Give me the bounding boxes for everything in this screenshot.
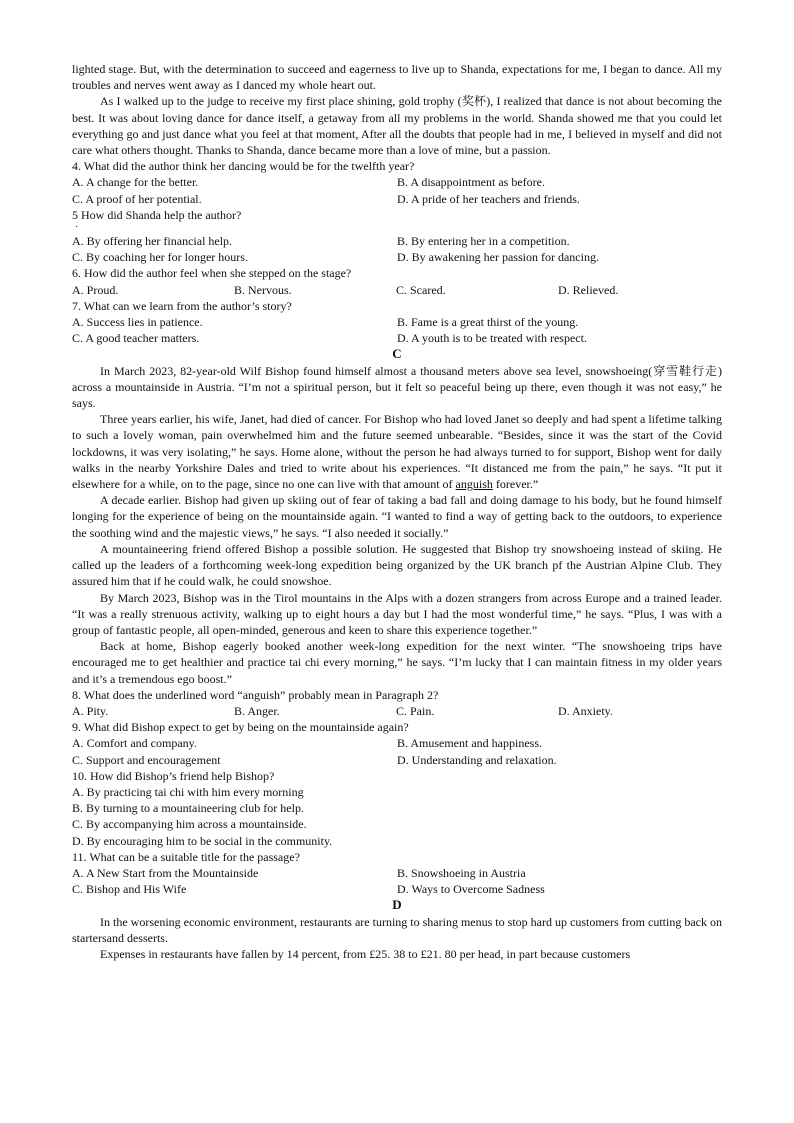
passage-d-paragraph: In the worsening economic environment, restaurants are turning to sharing menus to stop hard up customers from cutting back on startersand desserts.: [72, 914, 722, 945]
option: A. Pity.: [72, 703, 109, 718]
passage-b-paragraph: As I walked up to the judge to receive my first place shining, gold trophy (奖杯), I realized that dance is not about becoming the best. It was about loving dance for dance itself, a getaway from all my problems in the world. Shanda showed me that you could let everything go and just dance what you feel at that moment, After all the doubts that people had in me, I believed in myself and did not care what others thought. Thanks to Shanda, dance became more than a love of mine, but a passion.: [72, 94, 722, 158]
passage-c-paragraph: In March 2023, 82-year-old Wilf Bishop found himself almost a thousand meters above sea level, snowshoeing(穿雪鞋行走) across a mountainside in Austria. “I’m not a spiritual person, but it felt so peaceful being up there, even though it was not easy,” he says.: [72, 363, 722, 411]
passage-c-paragraph: A decade earlier. Bishop had given up skiing out of fear of taking a bad fall and doing damage to his body, but he found himself longing for the experience of being on the mountainside again. “I wanted to find a way of getting back to the outdoors, to experience the soothing wind and the majestic views,” he says. “I also needed it socially.”: [72, 493, 722, 540]
passage-d-paragraph: Expenses in restaurants have fallen by 14 percent, from £25. 38 to £21. 80 per head, in part because customers: [100, 946, 631, 961]
option-row: [72, 752, 722, 768]
option: A. Proud.: [72, 282, 119, 297]
option-row: [72, 865, 722, 881]
section-heading-c: C: [392, 346, 402, 362]
option: B. Nervous.: [234, 282, 292, 297]
option: C. Bishop and His Wife: [72, 882, 187, 897]
option: B. By entering her in a competition.: [397, 234, 570, 249]
option-row: [72, 703, 722, 719]
question-9: 9. What did Bishop expect to get by being on the mountainside again?: [72, 720, 409, 735]
option: B. Amusement and happiness.: [397, 736, 542, 751]
option: B. By turning to a mountaineering club for help.: [72, 801, 304, 816]
option-row: [72, 174, 722, 190]
question-5: 5 How did Shanda help the author?: [72, 207, 242, 222]
document-page: [72, 61, 722, 962]
option-row: [72, 735, 722, 751]
underlined-word: anguish: [455, 477, 493, 492]
question-8: 8. What does the underlined word “anguish” probably mean in Paragraph 2?: [72, 687, 439, 702]
option-row: [72, 191, 722, 207]
option: C. By coaching her for longer hours.: [72, 250, 248, 265]
option: B. Snowshoeing in Austria: [397, 865, 526, 880]
option-row: [72, 881, 722, 897]
text-run: forever.”: [492, 477, 539, 492]
passage-c-paragraph: [72, 411, 722, 492]
option: A. A change for the better.: [72, 175, 199, 190]
option: B. Anger.: [234, 703, 280, 718]
option: B. Fame is a great thirst of the young.: [397, 315, 579, 330]
option-row: [72, 314, 722, 330]
passage-c-paragraph: By March 2023, Bishop was in the Tirol mountains in the Alps with a dozen strangers from across Europe and a trained leader. “It was a really strenuous activity, walking up to eight hours a day but I had the most wonderful time,” he says. “Plus, I was with a group of fantastic people, all open-minded, generous and keen to share this experience together.”: [72, 590, 722, 637]
question-11: 11. What can be a suitable title for the passage?: [72, 849, 300, 864]
stray-dot: ·: [75, 222, 79, 234]
passage-c-paragraph: Back at home, Bishop eagerly booked another week-long expedition for the next winter. “The snowshoeing trips have encouraged me to get healthier and practice tai chi every morning,” he says. “I’m lucky that I can maintain fitness in my older years and it’s a tremendous ego boost.”: [72, 639, 722, 686]
question-4: 4. What did the author think her dancing would be for the twelfth year?: [72, 159, 415, 174]
option: D. Ways to Overcome Sadness: [397, 882, 545, 897]
option: A. By practicing tai chi with him every morning: [72, 784, 304, 799]
option: A. A New Start from the Mountainside: [72, 865, 259, 880]
option: D. By encouraging him to be social in the community.: [72, 833, 333, 848]
question-10: 10. How did Bishop’s friend help Bishop?: [72, 768, 275, 783]
passage-b-paragraph: lighted stage. But, with the determination to succeed and eagerness to live up to Shanda, expectations for me, I began to dance. All my troubles and nerves went away as I danced my whole heart out.: [72, 62, 722, 93]
option-row: [72, 249, 722, 265]
option: B. A disappointment as before.: [397, 175, 545, 190]
option: A. Success lies in patience.: [72, 315, 203, 330]
text-run: Three years earlier, his wife, Janet, had died of cancer. For Bishop who had loved Janet so deeply and had spent a lifetime talking to such a lovely woman, pain overwhelmed him and the future seemed unbearable. “Besides, since it was the start of the Covid lockdowns, it was very isolating,” he says. Home alone, without the person he had always turned to for support, Bishop went for daily walks in the nearby Yorkshire Dales and tried to write about his experiences. “It distanced me from the pain,” he says. “It put it elsewhere for a while, on to the page, since no one can live with that amount of: [72, 412, 722, 492]
option: A. By offering her financial help.: [72, 234, 233, 249]
option: C. Support and encouragement: [72, 752, 221, 767]
question-7: 7. What can we learn from the author’s story?: [72, 298, 292, 313]
option-row: [72, 282, 722, 298]
option: D. A youth is to be treated with respect.: [397, 331, 587, 346]
option: D. Anxiety.: [558, 703, 613, 718]
option: C. Pain.: [396, 703, 435, 718]
option-row: [72, 330, 722, 346]
option: C. A proof of her potential.: [72, 191, 202, 206]
option-row: [72, 233, 722, 249]
option: C. A good teacher matters.: [72, 331, 200, 346]
question-6: 6. How did the author feel when she stepped on the stage?: [72, 266, 352, 281]
option: D. A pride of her teachers and friends.: [397, 191, 580, 206]
option: A. Comfort and company.: [72, 736, 197, 751]
passage-c-paragraph: A mountaineering friend offered Bishop a possible solution. He suggested that Bishop try snowshoeing instead of skiing. He called up the leaders of a forthcoming week-long expedition being organized by the UK branch pf the Austrian Alpine Club. They assured him that if he could walk, he could snowshoe.: [72, 541, 722, 589]
option: D. Relieved.: [558, 282, 619, 297]
option: C. By accompanying him across a mountainside.: [72, 817, 307, 832]
option: D. By awakening her passion for dancing.: [397, 250, 599, 265]
option: D. Understanding and relaxation.: [397, 752, 557, 767]
section-heading-d: D: [392, 897, 402, 913]
option: C. Scared.: [396, 282, 446, 297]
